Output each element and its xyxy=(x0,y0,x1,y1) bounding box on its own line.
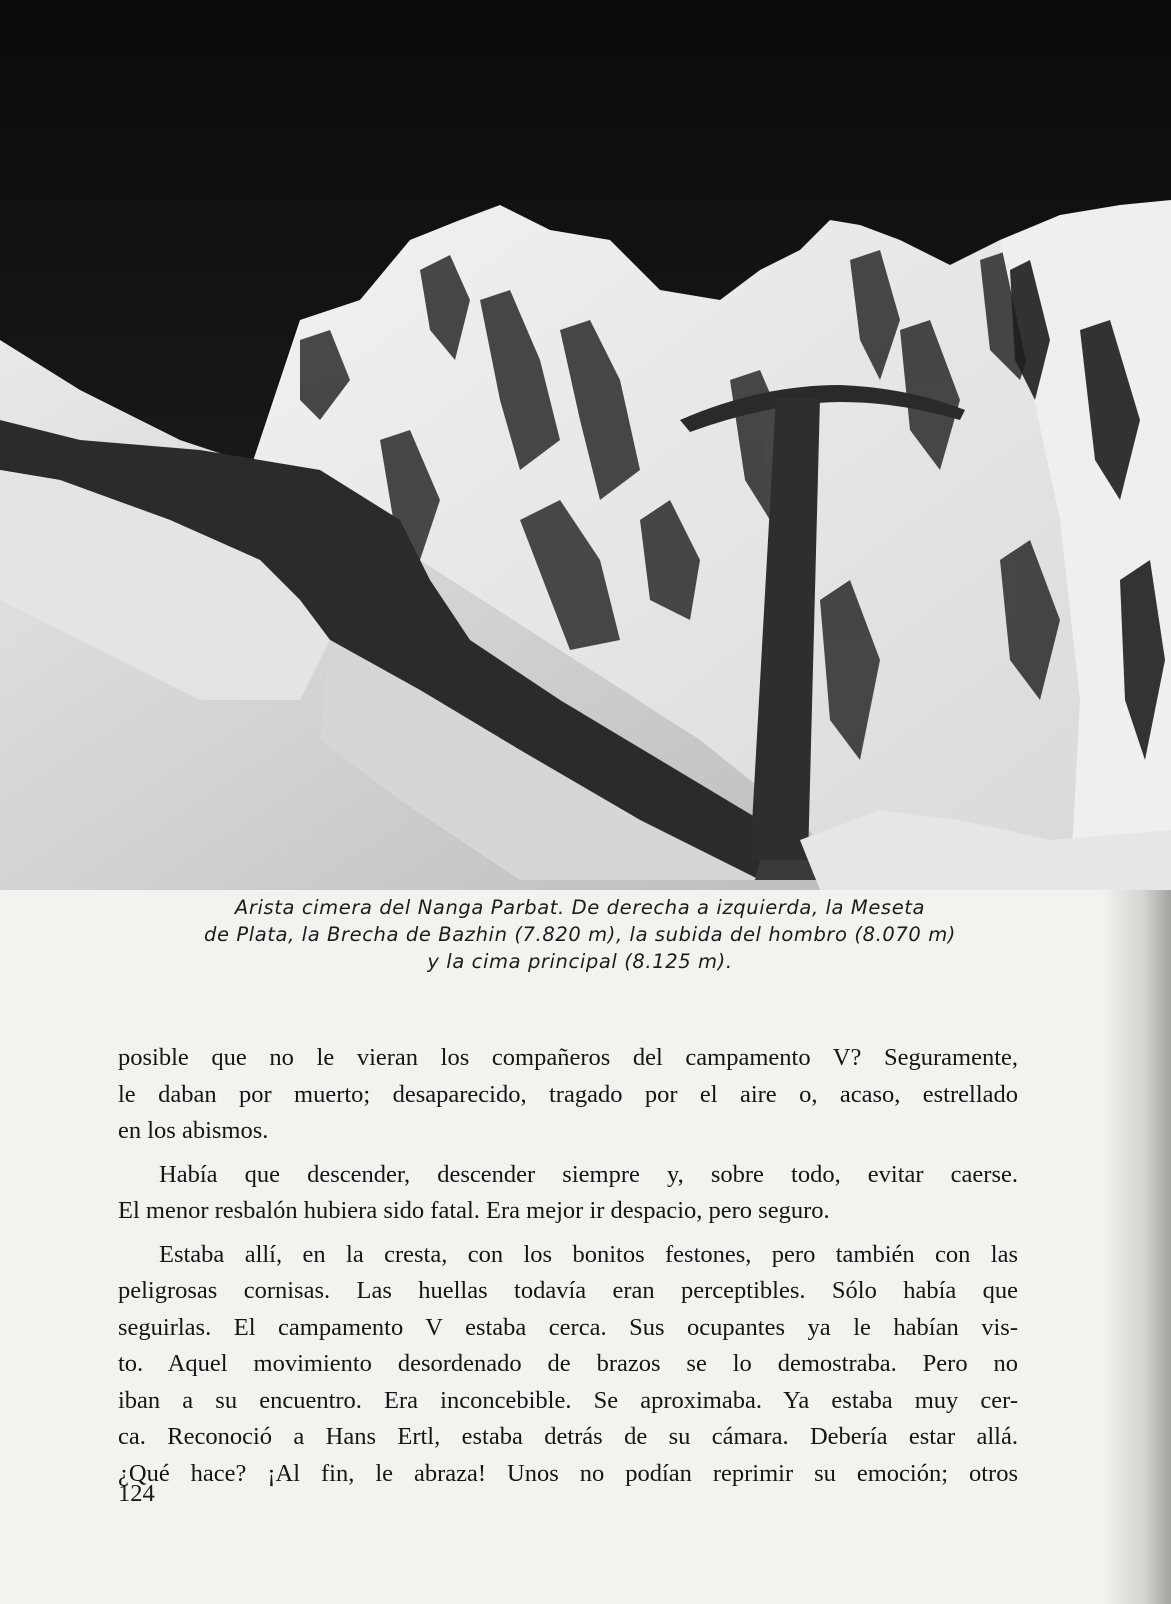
text-line: to. Aquel movimiento desordenado de brazos se lo demostraba. Pero no xyxy=(118,1350,1018,1377)
page-gutter-shadow xyxy=(1101,890,1171,1604)
caption-line: y la cima principal (8.125 m). xyxy=(427,950,733,973)
caption-line: de Plata, la Brecha de Bazhin (7.820 m), la subida del hombro (8.070 m) xyxy=(203,923,957,946)
paragraph xyxy=(118,1237,1018,1493)
paragraph xyxy=(118,1157,1018,1230)
body-text xyxy=(118,1040,1018,1492)
text-line: Había que descender, descender siempre y, sobre todo, evitar caerse. xyxy=(159,1160,1018,1188)
text-line: peligrosas cornisas. Las huellas todavía eran perceptibles. Sólo había que xyxy=(118,1277,1018,1304)
text-line: ¿Qué hace? ¡Al fin, le abraza! Unos no podían reprimir su emoción; otros xyxy=(118,1459,1018,1487)
text-line: le daban por muerto; desaparecido, tragado por el aire o, acaso, estrellado xyxy=(118,1080,1018,1108)
text-line: ca. Reconoció a Hans Ertl, estaba detrás de su cámara. Debería estar allá. xyxy=(118,1423,1018,1450)
paragraph xyxy=(118,1040,1018,1150)
text-line: Estaba allí, en la cresta, con los bonitos festones, pero también con las xyxy=(159,1240,1018,1268)
text-line: en los abismos. xyxy=(118,1117,269,1144)
text-line: seguirlas. El campamento V estaba cerca. Sus ocupantes ya le habían vis- xyxy=(118,1313,1018,1341)
text-line: posible que no le vieran los compañeros del campamento V? Seguramente, xyxy=(118,1044,1018,1071)
caption-line: Arista cimera del Nanga Parbat. De derecha a izquierda, la Meseta xyxy=(234,896,926,919)
text-line: iban a su encuentro. Era inconcebible. Se aproximaba. Ya estaba muy cer- xyxy=(118,1386,1018,1414)
text-line: El menor resbalón hubiera sido fatal. Era mejor ir despacio, pero seguro. xyxy=(118,1197,830,1224)
figure-caption xyxy=(130,894,1030,975)
page-number: 124 xyxy=(118,1480,155,1507)
